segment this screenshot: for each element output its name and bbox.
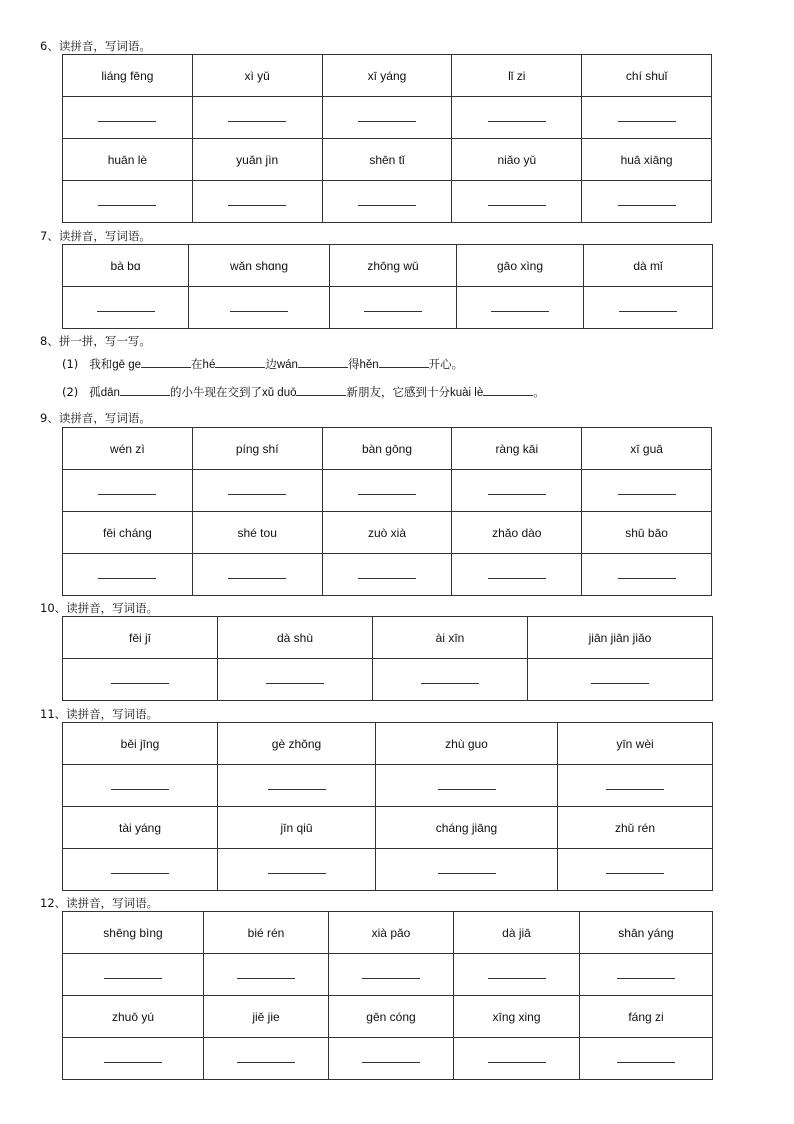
answer-blank: [488, 493, 546, 495]
answer-cell[interactable]: [558, 765, 713, 807]
pinyin-cell: yuǎn jìn: [192, 139, 322, 181]
answer-blank: [228, 493, 286, 495]
answer-blank: [591, 682, 649, 684]
answer-cell[interactable]: [454, 1038, 580, 1080]
answer-cell[interactable]: [204, 954, 329, 996]
pinyin-cell: liáng fēng: [63, 55, 193, 97]
section-11-table: [62, 722, 713, 891]
answer-cell[interactable]: [63, 954, 204, 996]
answer-blank: [98, 120, 156, 122]
pinyin-prompt: xǔ duō: [261, 387, 297, 399]
answer-blank: [488, 204, 546, 206]
answer-cell[interactable]: [192, 470, 322, 512]
answer-blank: [97, 310, 155, 312]
pinyin-cell: píng shí: [192, 428, 322, 470]
pinyin-cell: yīn wèi: [558, 723, 713, 765]
answer-blank: [606, 872, 664, 874]
answer-blank: [362, 1061, 420, 1063]
answer-blank: [98, 204, 156, 206]
pinyin-cell: bàn gōng: [322, 428, 452, 470]
section-7-title: 7、读拼音，写词语。: [40, 229, 151, 243]
sentence-text: 孤: [89, 385, 101, 399]
pinyin-cell: dà mǐ: [584, 245, 713, 287]
answer-blank: [111, 682, 169, 684]
answer-blank: [266, 682, 324, 684]
answer-cell[interactable]: [452, 554, 582, 596]
sentence-text: 开心。: [428, 357, 464, 371]
section-10-title: 10、读拼音，写词语。: [40, 601, 159, 615]
section-6-title: 6、读拼音，写词语。: [40, 39, 151, 53]
answer-blank: [228, 204, 286, 206]
answer-blank: [438, 788, 496, 790]
answer-blank: [618, 577, 676, 579]
pinyin-cell: chí shuǐ: [582, 55, 712, 97]
answer-blank: [617, 977, 675, 979]
answer-cell[interactable]: [63, 287, 189, 329]
pinyin-prompt: dān: [100, 387, 120, 399]
fill-sentence-2: [62, 384, 545, 400]
pinyin-prompt: kuài lè: [449, 387, 484, 399]
pinyin-cell: huān lè: [63, 139, 193, 181]
pinyin-prompt: gē ge: [112, 359, 142, 371]
pinyin-cell: shēn tǐ: [322, 139, 452, 181]
answer-cell[interactable]: [582, 97, 712, 139]
answer-blank[interactable]: [120, 384, 170, 396]
answer-blank: [488, 1061, 546, 1063]
answer-blank: [98, 493, 156, 495]
answer-blank: [237, 977, 295, 979]
pinyin-cell: zuò xià: [322, 512, 452, 554]
pinyin-cell: zhǔ rén: [558, 807, 713, 849]
answer-cell[interactable]: [558, 849, 713, 891]
answer-blank[interactable]: [215, 356, 265, 368]
pinyin-cell: xīng xing: [454, 996, 580, 1038]
section-8-title: 8、拼一拼，写一写。: [40, 334, 151, 348]
answer-blank: [438, 872, 496, 874]
answer-cell[interactable]: [63, 470, 193, 512]
answer-blank: [104, 1061, 162, 1063]
answer-blank: [104, 977, 162, 979]
pinyin-cell: fēi jī: [63, 617, 218, 659]
answer-blank: [268, 872, 326, 874]
sentence-text: 新朋友，它感到十分: [346, 385, 450, 399]
pinyin-cell: zhōng wǔ: [330, 245, 457, 287]
answer-blank[interactable]: [483, 384, 533, 396]
answer-cell[interactable]: [63, 659, 218, 701]
sentence-text: 在: [191, 357, 203, 371]
answer-cell[interactable]: [582, 181, 712, 223]
answer-cell[interactable]: [63, 849, 218, 891]
answer-cell[interactable]: [376, 765, 558, 807]
answer-cell[interactable]: [192, 181, 322, 223]
answer-blank: [421, 682, 479, 684]
answer-blank: [358, 493, 416, 495]
answer-blank: [618, 120, 676, 122]
answer-blank: [358, 120, 416, 122]
answer-blank: [268, 788, 326, 790]
answer-cell[interactable]: [457, 287, 584, 329]
answer-blank: [488, 120, 546, 122]
sentence-text: 的小牛现在交到了: [169, 385, 262, 399]
answer-cell[interactable]: [452, 181, 582, 223]
pinyin-cell: ràng kāi: [452, 428, 582, 470]
pinyin-cell: bié rén: [204, 912, 329, 954]
pinyin-cell: fēi cháng: [63, 512, 193, 554]
fill-sentence-1: [62, 356, 463, 372]
answer-cell[interactable]: [204, 1038, 329, 1080]
answer-blank[interactable]: [141, 356, 191, 368]
section-10-table: [62, 616, 713, 701]
answer-blank: [237, 1061, 295, 1063]
pinyin-cell: jiān jiān jiǎo: [528, 617, 713, 659]
pinyin-cell: cháng jiāng: [376, 807, 558, 849]
pinyin-cell: běi jīng: [63, 723, 218, 765]
answer-cell[interactable]: [322, 97, 452, 139]
pinyin-cell: huā xiāng: [582, 139, 712, 181]
pinyin-cell: xì yǔ: [192, 55, 322, 97]
answer-cell[interactable]: [329, 954, 454, 996]
answer-blank: [98, 577, 156, 579]
answer-blank: [111, 872, 169, 874]
pinyin-cell: jiě jie: [204, 996, 329, 1038]
answer-cell[interactable]: [528, 659, 713, 701]
answer-cell[interactable]: [580, 954, 713, 996]
answer-blank[interactable]: [379, 356, 429, 368]
pinyin-cell: jīn qiū: [218, 807, 376, 849]
pinyin-cell: shū bāo: [582, 512, 712, 554]
answer-blank: [488, 977, 546, 979]
pinyin-cell: tài yáng: [63, 807, 218, 849]
answer-cell[interactable]: [63, 765, 218, 807]
answer-cell[interactable]: [376, 849, 558, 891]
sentence-text: 我和: [89, 357, 113, 371]
answer-cell[interactable]: [452, 97, 582, 139]
answer-cell[interactable]: [63, 554, 193, 596]
pinyin-cell: gāo xìng: [457, 245, 584, 287]
pinyin-cell: niǎo yǔ: [452, 139, 582, 181]
answer-cell[interactable]: [582, 554, 712, 596]
pinyin-prompt: hěn: [359, 359, 379, 371]
answer-cell[interactable]: [580, 1038, 713, 1080]
answer-cell[interactable]: [189, 287, 330, 329]
answer-blank: [111, 788, 169, 790]
pinyin-prompt: hé: [202, 359, 216, 371]
answer-blank: [230, 310, 288, 312]
pinyin-cell: shēng bìng: [63, 912, 204, 954]
answer-cell[interactable]: [218, 765, 376, 807]
answer-cell[interactable]: [63, 1038, 204, 1080]
answer-blank: [488, 577, 546, 579]
answer-cell[interactable]: [192, 554, 322, 596]
section-9-table: [62, 427, 712, 596]
answer-cell[interactable]: [63, 181, 193, 223]
answer-blank: [358, 577, 416, 579]
section-11-title: 11、读拼音，写词语。: [40, 707, 159, 721]
pinyin-cell: zhǎo dào: [452, 512, 582, 554]
item-number: (2): [62, 385, 79, 399]
pinyin-cell: xià pǎo: [329, 912, 454, 954]
answer-blank: [358, 204, 416, 206]
answer-blank: [228, 120, 286, 122]
answer-blank[interactable]: [298, 356, 348, 368]
pinyin-cell: dà jiā: [454, 912, 580, 954]
pinyin-cell: shé tou: [192, 512, 322, 554]
pinyin-cell: zhù guo: [376, 723, 558, 765]
answer-cell[interactable]: [584, 287, 713, 329]
pinyin-prompt: wán: [276, 359, 298, 371]
answer-blank: [362, 977, 420, 979]
section-12-table: [62, 911, 713, 1080]
answer-blank: [606, 788, 664, 790]
answer-cell[interactable]: [582, 470, 712, 512]
pinyin-cell: gè zhǒng: [218, 723, 376, 765]
answer-cell[interactable]: [373, 659, 528, 701]
pinyin-cell: xī yáng: [322, 55, 452, 97]
pinyin-cell: gēn cóng: [329, 996, 454, 1038]
section-12-title: 12、读拼音，写词语。: [40, 896, 159, 910]
answer-cell[interactable]: [322, 554, 452, 596]
answer-blank: [491, 310, 549, 312]
answer-blank: [619, 310, 677, 312]
answer-blank[interactable]: [296, 384, 346, 396]
answer-cell[interactable]: [322, 470, 452, 512]
answer-cell[interactable]: [330, 287, 457, 329]
item-number: (1): [62, 357, 79, 371]
answer-cell[interactable]: [454, 954, 580, 996]
pinyin-cell: bà bɑ: [63, 245, 189, 287]
pinyin-cell: zhuō yú: [63, 996, 204, 1038]
sentence-text: 边: [265, 357, 277, 371]
pinyin-cell: dà shù: [218, 617, 373, 659]
pinyin-cell: fáng zi: [580, 996, 713, 1038]
answer-blank: [228, 577, 286, 579]
answer-cell[interactable]: [63, 97, 193, 139]
answer-cell[interactable]: [218, 849, 376, 891]
pinyin-cell: lǐ zi: [452, 55, 582, 97]
answer-blank: [364, 310, 422, 312]
answer-cell[interactable]: [329, 1038, 454, 1080]
pinyin-cell: ài xīn: [373, 617, 528, 659]
answer-cell[interactable]: [322, 181, 452, 223]
sentence-text: 得: [347, 357, 360, 371]
answer-blank: [617, 1061, 675, 1063]
sentence-text: 。: [533, 385, 545, 399]
answer-blank: [618, 493, 676, 495]
answer-cell[interactable]: [218, 659, 373, 701]
pinyin-cell: wén zì: [63, 428, 193, 470]
pinyin-cell: wǎn shɑng: [189, 245, 330, 287]
answer-cell[interactable]: [192, 97, 322, 139]
pinyin-cell: xī guā: [582, 428, 712, 470]
answer-cell[interactable]: [452, 470, 582, 512]
section-9-title: 9、读拼音，写词语。: [40, 411, 151, 425]
section-6-table: [62, 54, 712, 223]
section-7-table: [62, 244, 713, 329]
pinyin-cell: shān yáng: [580, 912, 713, 954]
answer-blank: [618, 204, 676, 206]
